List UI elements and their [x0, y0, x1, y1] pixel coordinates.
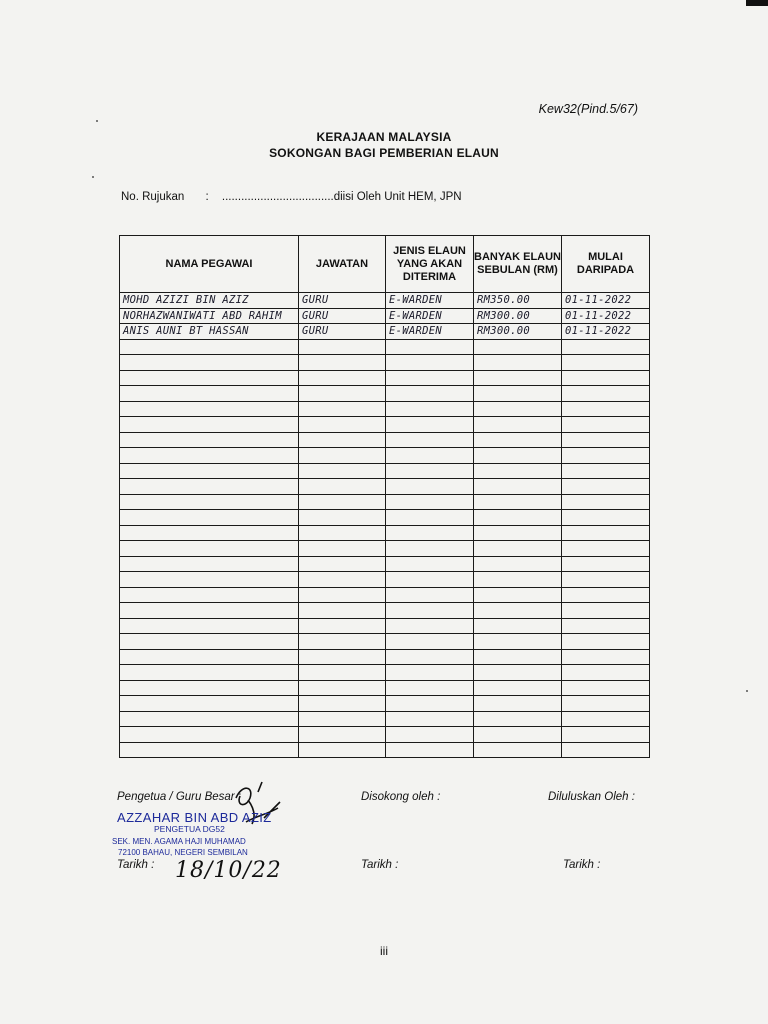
table-cell-empty — [120, 339, 299, 355]
table-cell-empty — [474, 401, 562, 417]
table-cell-empty — [562, 727, 650, 743]
table-cell-empty — [474, 696, 562, 712]
header-nama-pegawai: NAMA PEGAWAI — [120, 236, 299, 293]
table-cell-empty — [386, 386, 474, 402]
title-line-1: KERAJAAN MALAYSIA — [316, 130, 452, 144]
table-row — [120, 711, 650, 727]
table-cell-empty — [299, 556, 386, 572]
table-cell-empty — [474, 742, 562, 758]
table-cell-empty — [386, 494, 474, 510]
table-cell-empty — [120, 680, 299, 696]
table-row — [120, 587, 650, 603]
table-cell-empty — [386, 649, 474, 665]
table-cell-empty — [299, 665, 386, 681]
disokong-tarikh-label: Tarikh : — [361, 859, 399, 871]
cell-banyak: RM300.00 — [474, 308, 562, 324]
table-cell-empty — [562, 339, 650, 355]
table-cell-empty — [562, 355, 650, 371]
cell-nama: ANIS AUNI BT HASSAN — [120, 324, 299, 340]
table-cell-empty — [386, 696, 474, 712]
cell-jawatan: GURU — [299, 293, 386, 309]
table-cell-empty — [120, 541, 299, 557]
table-cell-empty — [386, 432, 474, 448]
table-cell-empty — [120, 401, 299, 417]
header-banyak-elaun: BANYAK ELAUN SEBULAN (RM) — [474, 236, 562, 293]
table-cell-empty — [562, 494, 650, 510]
table-row — [120, 293, 650, 309]
table-cell-empty — [386, 587, 474, 603]
header-jawatan: JAWATAN — [299, 236, 386, 293]
table-cell-empty — [299, 649, 386, 665]
table-cell-empty — [299, 572, 386, 588]
table-cell-empty — [120, 665, 299, 681]
table-cell-empty — [120, 649, 299, 665]
table-row — [120, 432, 650, 448]
reference-label: No. Rujukan — [121, 191, 185, 203]
table-row — [120, 494, 650, 510]
title-line-2: SOKONGAN BAGI PEMBERIAN ELAUN — [269, 146, 499, 160]
cell-banyak: RM350.00 — [474, 293, 562, 309]
table-cell-empty — [386, 603, 474, 619]
table-cell-empty — [299, 587, 386, 603]
table-cell-empty — [474, 432, 562, 448]
table-row — [120, 572, 650, 588]
table-cell-empty — [562, 386, 650, 402]
table-header-row — [120, 236, 650, 293]
table-row — [120, 634, 650, 650]
table-cell-empty — [120, 510, 299, 526]
table-cell-empty — [474, 649, 562, 665]
table-row — [120, 696, 650, 712]
table-cell-empty — [386, 417, 474, 433]
table-cell-empty — [474, 510, 562, 526]
cell-nama: MOHD AZIZI BIN AZIZ — [120, 293, 299, 309]
table-row — [120, 308, 650, 324]
table-cell-empty — [474, 370, 562, 386]
table-cell-empty — [120, 556, 299, 572]
table-cell-empty — [474, 711, 562, 727]
table-row — [120, 618, 650, 634]
table-cell-empty — [120, 355, 299, 371]
scan-speck — [92, 176, 94, 178]
table-cell-empty — [562, 463, 650, 479]
table-row — [120, 510, 650, 526]
table-cell-empty — [562, 603, 650, 619]
table-cell-empty — [386, 370, 474, 386]
table-cell-empty — [299, 463, 386, 479]
scan-speck — [96, 120, 98, 122]
table-cell-empty — [386, 510, 474, 526]
stamp-school: SEK. MEN. AGAMA HAJI MUHAMAD — [112, 837, 246, 846]
table-cell-empty — [474, 525, 562, 541]
table-cell-empty — [299, 742, 386, 758]
table-cell-empty — [386, 463, 474, 479]
table-cell-empty — [299, 448, 386, 464]
table-cell-empty — [562, 525, 650, 541]
table-row — [120, 355, 650, 371]
table-cell-empty — [562, 711, 650, 727]
table-cell-empty — [299, 510, 386, 526]
table-cell-empty — [299, 634, 386, 650]
table-cell-empty — [562, 665, 650, 681]
table-cell-empty — [120, 370, 299, 386]
table-cell-empty — [299, 525, 386, 541]
table-cell-empty — [299, 727, 386, 743]
table-cell-empty — [386, 525, 474, 541]
table-cell-empty — [474, 339, 562, 355]
disokong-label: Disokong oleh : — [361, 791, 441, 803]
table-cell-empty — [562, 696, 650, 712]
table-cell-empty — [299, 711, 386, 727]
pengetua-tarikh-label: Tarikh : — [117, 859, 155, 871]
table-cell-empty — [386, 680, 474, 696]
table-cell-empty — [474, 572, 562, 588]
table-cell-empty — [386, 479, 474, 495]
cell-jawatan: GURU — [299, 324, 386, 340]
stamp-name: AZZAHAR BIN ABD AZIZ — [117, 810, 272, 825]
table-cell-empty — [562, 587, 650, 603]
table-cell-empty — [120, 603, 299, 619]
table-cell-empty — [386, 727, 474, 743]
scan-speck — [746, 690, 748, 692]
table-cell-empty — [474, 448, 562, 464]
table-cell-empty — [299, 432, 386, 448]
table-cell-empty — [474, 355, 562, 371]
page-number: iii — [380, 944, 388, 958]
table-cell-empty — [562, 634, 650, 650]
table-cell-empty — [386, 634, 474, 650]
table-row — [120, 603, 650, 619]
table-cell-empty — [386, 448, 474, 464]
table-cell-empty — [562, 572, 650, 588]
table-row — [120, 324, 650, 340]
table-cell-empty — [299, 541, 386, 557]
table-cell-empty — [299, 479, 386, 495]
table-cell-empty — [299, 696, 386, 712]
table-cell-empty — [120, 634, 299, 650]
table-cell-empty — [386, 572, 474, 588]
table-cell-empty — [474, 417, 562, 433]
table-cell-empty — [474, 727, 562, 743]
table-cell-empty — [562, 370, 650, 386]
table-cell-empty — [474, 634, 562, 650]
cell-jenis: E-WARDEN — [386, 308, 474, 324]
table-row — [120, 727, 650, 743]
table-cell-empty — [474, 479, 562, 495]
table-cell-empty — [299, 680, 386, 696]
table-cell-empty — [299, 401, 386, 417]
table-row — [120, 556, 650, 572]
table-cell-empty — [120, 386, 299, 402]
table-cell-empty — [386, 355, 474, 371]
table-cell-empty — [120, 417, 299, 433]
table-cell-empty — [474, 618, 562, 634]
stamp-title: PENGETUA DG52 — [154, 824, 225, 834]
table-cell-empty — [299, 618, 386, 634]
table-cell-empty — [474, 494, 562, 510]
table-cell-empty — [386, 339, 474, 355]
table-cell-empty — [120, 587, 299, 603]
table-row — [120, 463, 650, 479]
cell-jawatan: GURU — [299, 308, 386, 324]
table-cell-empty — [299, 494, 386, 510]
table-row — [120, 541, 650, 557]
table-cell-empty — [562, 541, 650, 557]
table-cell-empty — [386, 742, 474, 758]
table-cell-empty — [120, 448, 299, 464]
table-cell-empty — [474, 386, 562, 402]
table-cell-empty — [299, 370, 386, 386]
table-row — [120, 680, 650, 696]
cell-mulai: 01-11-2022 — [562, 324, 650, 340]
reference-line — [121, 191, 462, 203]
table-cell-empty — [562, 556, 650, 572]
table-row — [120, 339, 650, 355]
table-cell-empty — [386, 541, 474, 557]
table-row — [120, 386, 650, 402]
table-row — [120, 448, 650, 464]
form-number: Kew32(Pind.5/67) — [538, 102, 638, 116]
table-row — [120, 401, 650, 417]
reference-value: ...................................diisi Oleh Unit HEM, JPN — [221, 191, 462, 203]
table-cell-empty — [299, 603, 386, 619]
table-cell-empty — [120, 711, 299, 727]
cell-mulai: 01-11-2022 — [562, 293, 650, 309]
cell-nama: NORHAZWANIWATI ABD RAHIM — [120, 308, 299, 324]
table-cell-empty — [474, 463, 562, 479]
table-cell-empty — [474, 556, 562, 572]
table-cell-empty — [474, 680, 562, 696]
table-cell-empty — [120, 572, 299, 588]
table-cell-empty — [386, 711, 474, 727]
table-cell-empty — [562, 448, 650, 464]
table-cell-empty — [299, 386, 386, 402]
table-cell-empty — [562, 680, 650, 696]
table-cell-empty — [386, 665, 474, 681]
table-cell-empty — [120, 494, 299, 510]
pengetua-date: 18/10/22 — [175, 858, 282, 883]
table-cell-empty — [120, 696, 299, 712]
table-row — [120, 479, 650, 495]
table-cell-empty — [386, 556, 474, 572]
table-cell-empty — [120, 463, 299, 479]
table-cell-empty — [562, 649, 650, 665]
table-cell-empty — [299, 355, 386, 371]
table-cell-empty — [120, 525, 299, 541]
table-row — [120, 649, 650, 665]
table-row — [120, 742, 650, 758]
table-cell-empty — [120, 432, 299, 448]
signature-mark — [228, 778, 284, 838]
table-cell-empty — [299, 417, 386, 433]
table-row — [120, 417, 650, 433]
table-cell-empty — [299, 339, 386, 355]
table-cell-empty — [562, 417, 650, 433]
cell-banyak: RM300.00 — [474, 324, 562, 340]
stamp-address: 72100 BAHAU, NEGERI SEMBILAN — [118, 848, 248, 857]
pengetua-label: Pengetua / Guru Besar : — [117, 791, 242, 803]
table-row — [120, 665, 650, 681]
scan-edge-mark — [746, 0, 768, 6]
table-cell-empty — [474, 541, 562, 557]
table-cell-empty — [562, 742, 650, 758]
table-cell-empty — [562, 510, 650, 526]
allowance-table — [119, 235, 650, 758]
diluluskan-label: Diluluskan Oleh : — [548, 791, 635, 803]
diluluskan-tarikh-label: Tarikh : — [563, 859, 601, 871]
table-cell-empty — [562, 401, 650, 417]
table-cell-empty — [386, 618, 474, 634]
table-cell-empty — [120, 479, 299, 495]
table-cell-empty — [120, 727, 299, 743]
table-cell-empty — [562, 479, 650, 495]
table-cell-empty — [474, 587, 562, 603]
cell-mulai: 01-11-2022 — [562, 308, 650, 324]
table-cell-empty — [474, 603, 562, 619]
cell-jenis: E-WARDEN — [386, 293, 474, 309]
header-jenis-elaun: JENIS ELAUN YANG AKAN DITERIMA — [386, 236, 474, 293]
table-row — [120, 525, 650, 541]
table-body — [120, 293, 650, 758]
table-row — [120, 370, 650, 386]
reference-colon: : — [205, 191, 209, 203]
table-cell-empty — [562, 618, 650, 634]
header-mulai-daripada: MULAI DARIPADA — [562, 236, 650, 293]
table-cell-empty — [386, 401, 474, 417]
cell-jenis: E-WARDEN — [386, 324, 474, 340]
table-cell-empty — [120, 618, 299, 634]
table-cell-empty — [562, 432, 650, 448]
table-cell-empty — [120, 742, 299, 758]
table-cell-empty — [474, 665, 562, 681]
